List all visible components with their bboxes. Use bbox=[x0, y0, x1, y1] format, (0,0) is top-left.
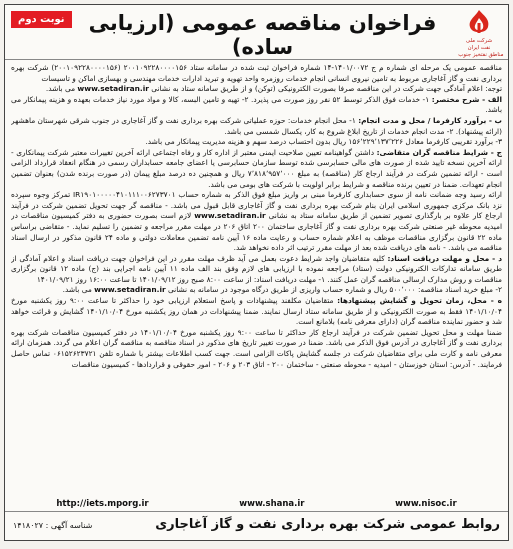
iets-link[interactable]: http://iets.mporg.ir bbox=[56, 499, 149, 509]
attention-tail: می باشد. bbox=[45, 84, 76, 94]
section-e-heading: ه - محل، زمان تحویل و گشایش پیشنهادها: bbox=[337, 296, 502, 306]
notice-title: فراخوان مناقصه عمومی (ارزیابی ساده) bbox=[88, 11, 437, 59]
price-text: ۲- مبلغ خرید اسناد مناقصه: ۵۰۰٬۰۰۰ ریال و شماره حساب واریزی از طریق درگاه موجود در سامانه به نشانی bbox=[167, 285, 502, 295]
flame-icon bbox=[464, 9, 494, 37]
price-tail: می باشد. bbox=[62, 285, 92, 295]
section-e-text: متقاضیان مکلفند پیشنهادات و پاسخ استعلام ارزیابی خود را حداکثر تا ساعت ۹:۰۰ روز یکشنبه مورخ ۱۴۰۱/۱۰/۰۴ فقط به صورت الکترونیکی و از طریق سامانه ستاد ارسال نمایند. ضمنا پیشنهادات در همان روز یکشنبه مورخ ۱۴۰۱/۱۰/۰۴ گشایش و قرائت خواهد شد و حضور نماینده مناقصه گران (دارای معرفی نامه) بلامانع است. bbox=[11, 296, 502, 327]
section-c-heading: ج - شرایط مناقصه گران متقاضی: bbox=[376, 147, 502, 157]
publisher-name: روابط عمومی شرکت بهره برداری نفت و گاز آغاجاری bbox=[155, 517, 500, 532]
section-d bbox=[11, 254, 502, 286]
tender-notice bbox=[4, 4, 509, 541]
section-c bbox=[11, 148, 502, 190]
guarantee-text-2: لازم است بصورت حضوری به دفتر کمیسیون مناقصات در امیدیه محوطه غیر صنعتی شرکت بهره برداری نفت و گاز آغاجاری ساختمان ۲۰۰ اتاق ۲۰۶ در مهلت مقرر مراجعه و تضمین را تسلیم نماید. - متقاضی براساس ماده ۲۲ قانون برگزاری مناقصات موظف به اعلام شماره حساب و رعایت ماده ۱۶ آیین نامه تضمین معاملات دولتی و ماده ۲۴ قانون مذکور در ارسال اسناد مناقصه می باشد. - نامه های دریافت شده بعد از مهلت مقرر ترتیب اثر داده نخواهد شد. bbox=[11, 211, 502, 253]
company-logo bbox=[456, 9, 504, 58]
nisoc-link[interactable]: www.nisoc.ir bbox=[395, 499, 457, 509]
notice-header bbox=[5, 5, 508, 60]
notice-id-value: ۱۴۱۸۰۲۷ bbox=[13, 521, 44, 530]
section-a-text: ۱- خدمات فوق الذکر توسط ۵۲ نفر روز صورت می پذیرد. ۲- تهیه و تامین البسه، کالا و مواد مورد نیاز خدمات بعهده و هزینه پیمانکار می باشد. bbox=[11, 94, 502, 115]
setad-link-2[interactable]: www.setadiran.ir bbox=[194, 211, 266, 221]
setad-link-3[interactable]: www.setadiran.ir bbox=[94, 285, 166, 295]
price-paragraph bbox=[11, 285, 502, 296]
logo-caption-3: مناطق نفتخیز جنوب bbox=[458, 51, 504, 58]
shana-link[interactable]: www.shana.ir bbox=[239, 499, 305, 509]
turn-badge: نوبت دوم bbox=[11, 11, 72, 28]
logo-caption-2: نفت ایران bbox=[467, 44, 491, 51]
attention-text: توجه: اعلام آمادگی جهت شرکت در این مناقصه صرفا بصورت الکترونیکی (توکن) و از طریق سامانه ستاد به نشانی bbox=[151, 84, 502, 94]
notice-body bbox=[11, 63, 502, 500]
intro-paragraph: مناقصه عمومی یک مرحله ای شماره م ج ۱۴۰۱/۰۰۷۲-۱۴ شماره فراخوان ثبت شده در سامانه ستاد ۲۰۰۱۰۹۲۲۸۰۰۰۰۱۵۶ (۲۰۰۱۰۹۲۲۸۰۰۰۰۱۵۶) شرکت بهره برداری نفت و گاز آغاجاری مربوط به تامین نیروی انسانی انجام خدمات روزمره واحد تهویه و تبرید ادارات خدمات مهندسی و بهسازی اماکن و تاسیسات bbox=[11, 63, 502, 83]
section-b-text: ۱- محل انجام خدمات: حوزه عملیاتی شرکت بهره برداری نفت و گاز آغاجاری در جنوب شرقی شهرستان ماهشهر (ارائه پیشنهاد). ۲- مدت انجام خدمات از تاریخ ابلاغ شروع به کار، یکسال شمسی می باشد. bbox=[11, 115, 502, 136]
estimate-paragraph: ۳- برآورد تقریبی کارفرما معادل ۱۵۶٬۲۲۹٬۱۳۷٬۲۲۶ ریال بدون احتساب درصد سهم و هزینه مدیریت پیمانکار می باشد. bbox=[145, 137, 502, 147]
guarantee-paragraph bbox=[11, 190, 502, 254]
guarantee-text: ارائه رسید وجه ضمانت نامه از سوی حسابداری کارفرما مبنی بر واریز مبلغ فوق الذکر به شماره حساب IR۱۹۰۱۰۰۰۰۰۴۱۰۱۱۱۰۰۶۲۷۳۷۰۱ تمرکز وجوه سپرده نزد بانک مرکزی جمهوری اسلامی ایران بنام شرکت بهره برداری نفت و گاز آغاجاری قابل قبول می باشد. - مناقصه گر جهت تحویل تضمین شرکت در فرآیند ارجاع کار علاوه بر بارگذاری تصویر تضمین از طریق سامانه ستاد به نشانی bbox=[11, 190, 502, 221]
notice-footer bbox=[5, 511, 508, 540]
logo-caption-1: شرکت ملی bbox=[465, 37, 493, 44]
section-d-heading: د - محل و مهلت دریافت اسناد: bbox=[387, 253, 502, 263]
section-a-heading: الف - شرح مختصر: bbox=[431, 94, 502, 104]
notice-id bbox=[13, 521, 92, 530]
section-b-heading: ب - برآورد کارفرما / محل و مدت انجام: bbox=[358, 115, 502, 125]
section-c-text: داشتن گواهینامه تعیین صلاحیت ایمنی معتبر از اداره کار و رفاه اجتماعی ارائه آخرین تغییرات معتبر شرکت پیمانکاری - ارائه آخرین نسخه تایید شده از صورت های مالی حسابرسی شده توسط سازمان حسابرسی یا اعضای جامعه حسابداران رسمی در هنگام انعقاد قرارداد الزامی است - ارائه تضمین شرکت در فرآیند ارجاع کار (مناقصه) به مبلغ ۷٬۸۱۸٬۹۵۷٬۰۰۰ ریال و همچنین ده درصد مبلغ پیمان (در صورت برنده شدن) بعنوان تضمین انجام تعهدات. ضمنا در تعیین برنده مناقصه و شرایط برابر اولویت با شرکت های بومی می باشد. bbox=[11, 147, 502, 189]
section-d-text: کلیه متقاضیان واجد شرایط دعوت بعمل می آید ظرف مهلت مقرر در این فراخوان جهت دریافت اسناد و اعلام آمادگی از طریق سامانه تدارکات الکترونیکی دولت (ستاد) مراجعه نموده با ارزیابی های لازم وفق بند الف ماده ۱۱ آیین نامه اجرایی بند (ج) ماده ۱۲ قانون برگزاری مناقصات و روش مدارک ارسالی مناقصه گران عمل کنند. ۱- مهلت دریافت اسناد: از ساعت ۸:۰۰ صبح روز ۱۴۰۱/۰۹/۱۲ تا ساعت ۱۶:۰۰ روز ۱۴۰۱/۰۹/۲۱ bbox=[11, 253, 502, 284]
setad-link[interactable]: www.setadiran.ir bbox=[77, 84, 149, 94]
section-e bbox=[11, 296, 502, 328]
notice-id-label: شناسه آگهی : bbox=[45, 521, 93, 530]
notice-attention bbox=[11, 84, 502, 95]
section-a bbox=[11, 95, 502, 116]
closing-paragraph: ضمنا مهلت و محل تحویل تضمین شرکت در فرآیند ارجاع کار حداکثر تا ساعت ۹:۰۰ روز یکشنبه مورخ ۱۴۰۱/۱۰/۰۴ در دفتر کمیسیون مناقصات شرکت بهره برداری نفت و گاز آغاجاری در آدرس فوق الذکر می باشد. ضمنا در صورت تغییر تاریخ های مذکور در اسناد مناقصه به مناقصه گران اعلام می گردد. همزمان ارائه معرفی نامه و کارت ملی برای متقاضیان شرکت در جلسه گشایش پاکات الزامی است. جهت کسب اطلاعات بیشتر با شماره تلفن ۰۶۱۵۲۶۲۳۷۲۱ تماس حاصل فرمایند. - آدرس: استان خوزستان - امیدیه - محوطه صنعتی - ساختمان ۲۰۰ - اتاق ۲۰۳ و ۲۰۶ - امور حقوقی و قراردادها - کمیسیون مناقصات bbox=[11, 327, 502, 369]
section-b bbox=[11, 116, 502, 137]
footer-links bbox=[11, 498, 502, 510]
